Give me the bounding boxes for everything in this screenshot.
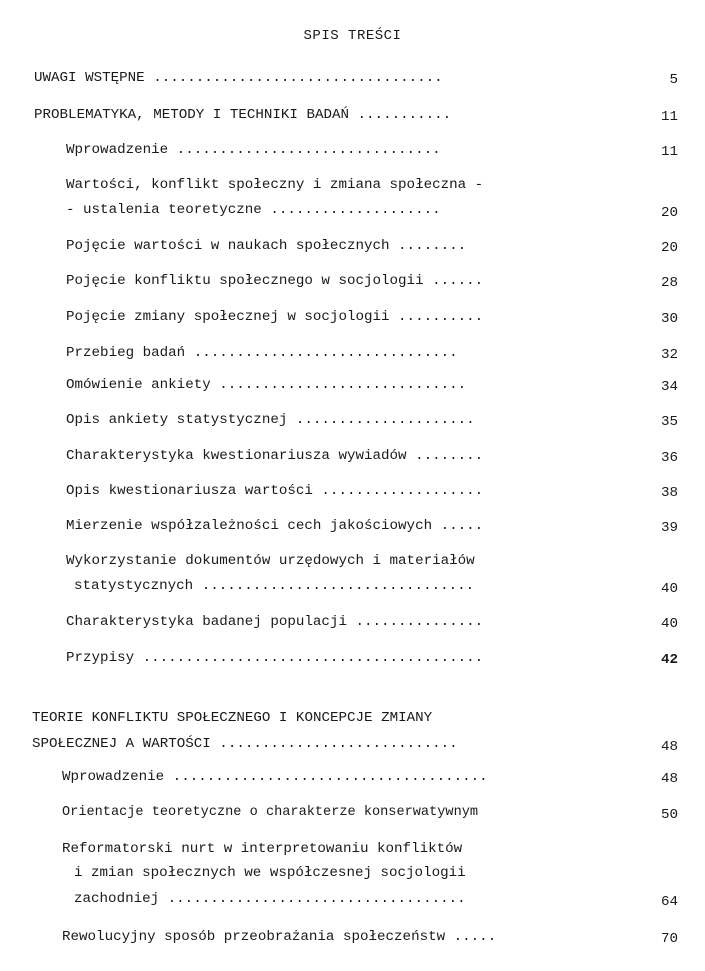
toc-entry-text: Wprowadzenie .....................................	[62, 769, 488, 785]
toc-page-number: 40	[660, 581, 678, 597]
toc-page-number: 20	[660, 240, 678, 256]
toc-page-number: 40	[660, 616, 678, 632]
toc-page-number: 5	[669, 72, 678, 88]
toc-page-number: 38	[660, 485, 678, 501]
toc-entry-text: UWAGI WSTĘPNE ..................................	[34, 70, 443, 86]
toc-entry-text: Omówienie ankiety .............................	[66, 377, 467, 393]
toc-page-number: 32	[660, 347, 678, 363]
toc-page-number: 70	[660, 931, 678, 947]
toc-page-number: 39	[660, 520, 678, 536]
toc-entry-text: Wprowadzenie ...............................	[66, 142, 441, 158]
toc-page-number: 11	[660, 109, 678, 125]
toc-page-number: 48	[660, 771, 678, 787]
toc-page-number: 28	[660, 275, 678, 291]
toc-entry-text: - ustalenia teoretyczne ....................	[66, 202, 441, 218]
toc-entry-text: Reformatorski nurt w interpretowaniu konfliktów	[62, 841, 463, 857]
toc-entry-text: Mierzenie współzależności cech jakościowych .....	[66, 518, 484, 534]
toc-entry-text: statystycznych ................................	[74, 578, 475, 594]
toc-page-number: 34	[660, 379, 678, 395]
toc-entry-text: i zmian społecznych we współczesnej socjologii	[74, 865, 466, 881]
toc-entry-text: Rewolucyjny sposób przeobrażania społeczeństw .....	[62, 929, 497, 945]
toc-entry-text: Przypisy ........................................	[66, 650, 484, 666]
toc-page-number: 42	[660, 652, 678, 668]
toc-page-number: 20	[660, 205, 678, 221]
toc-entry-text: Przebieg badań ...............................	[66, 345, 458, 361]
toc-entry-text: Pojęcie wartości w naukach społecznych ........	[66, 238, 467, 254]
toc-entry-text: Pojęcie konfliktu społecznego w socjologii ......	[66, 273, 484, 289]
toc-entry-text: Pojęcie zmiany społecznej w socjologii ..........	[66, 309, 484, 325]
toc-entry-text: zachodniej ...................................	[74, 891, 466, 907]
toc-page-number: 48	[660, 739, 678, 755]
toc-entry-text: Opis kwestionariusza wartości ...................	[66, 483, 484, 499]
toc-entry-text: Charakterystyka kwestionariusza wywiadów ........	[66, 448, 484, 464]
toc-entry-text: Orientacje teoretyczne o charakterze konserwatywnym	[62, 805, 479, 820]
toc-entry-text: Opis ankiety statystycznej .....................	[66, 412, 475, 428]
toc-entry-text: Wykorzystanie dokumentów urzędowych i materiałów	[66, 553, 475, 569]
toc-page-number: 35	[660, 414, 678, 430]
toc-page-number: 64	[660, 894, 678, 910]
page-title: SPIS TREŚCI	[303, 28, 402, 44]
toc-entry-text: Wartości, konflikt społeczny i zmiana społeczna -	[66, 177, 484, 193]
toc-entry-text: Charakterystyka badanej populacji ...............	[66, 614, 484, 630]
toc-page-number: 36	[660, 450, 678, 466]
toc-entry-text: TEORIE KONFLIKTU SPOŁECZNEGO I KONCEPCJE ZMIANY	[32, 710, 433, 726]
toc-page-number: 30	[660, 311, 678, 327]
toc-page-number: 11	[660, 144, 678, 160]
toc-page-number: 50	[660, 807, 678, 823]
toc-entry-text: SPOŁECZNEJ A WARTOŚCI ............................	[32, 736, 458, 752]
toc-entry-text: PROBLEMATYKA, METODY I TECHNIKI BADAŃ ...........	[34, 107, 452, 123]
